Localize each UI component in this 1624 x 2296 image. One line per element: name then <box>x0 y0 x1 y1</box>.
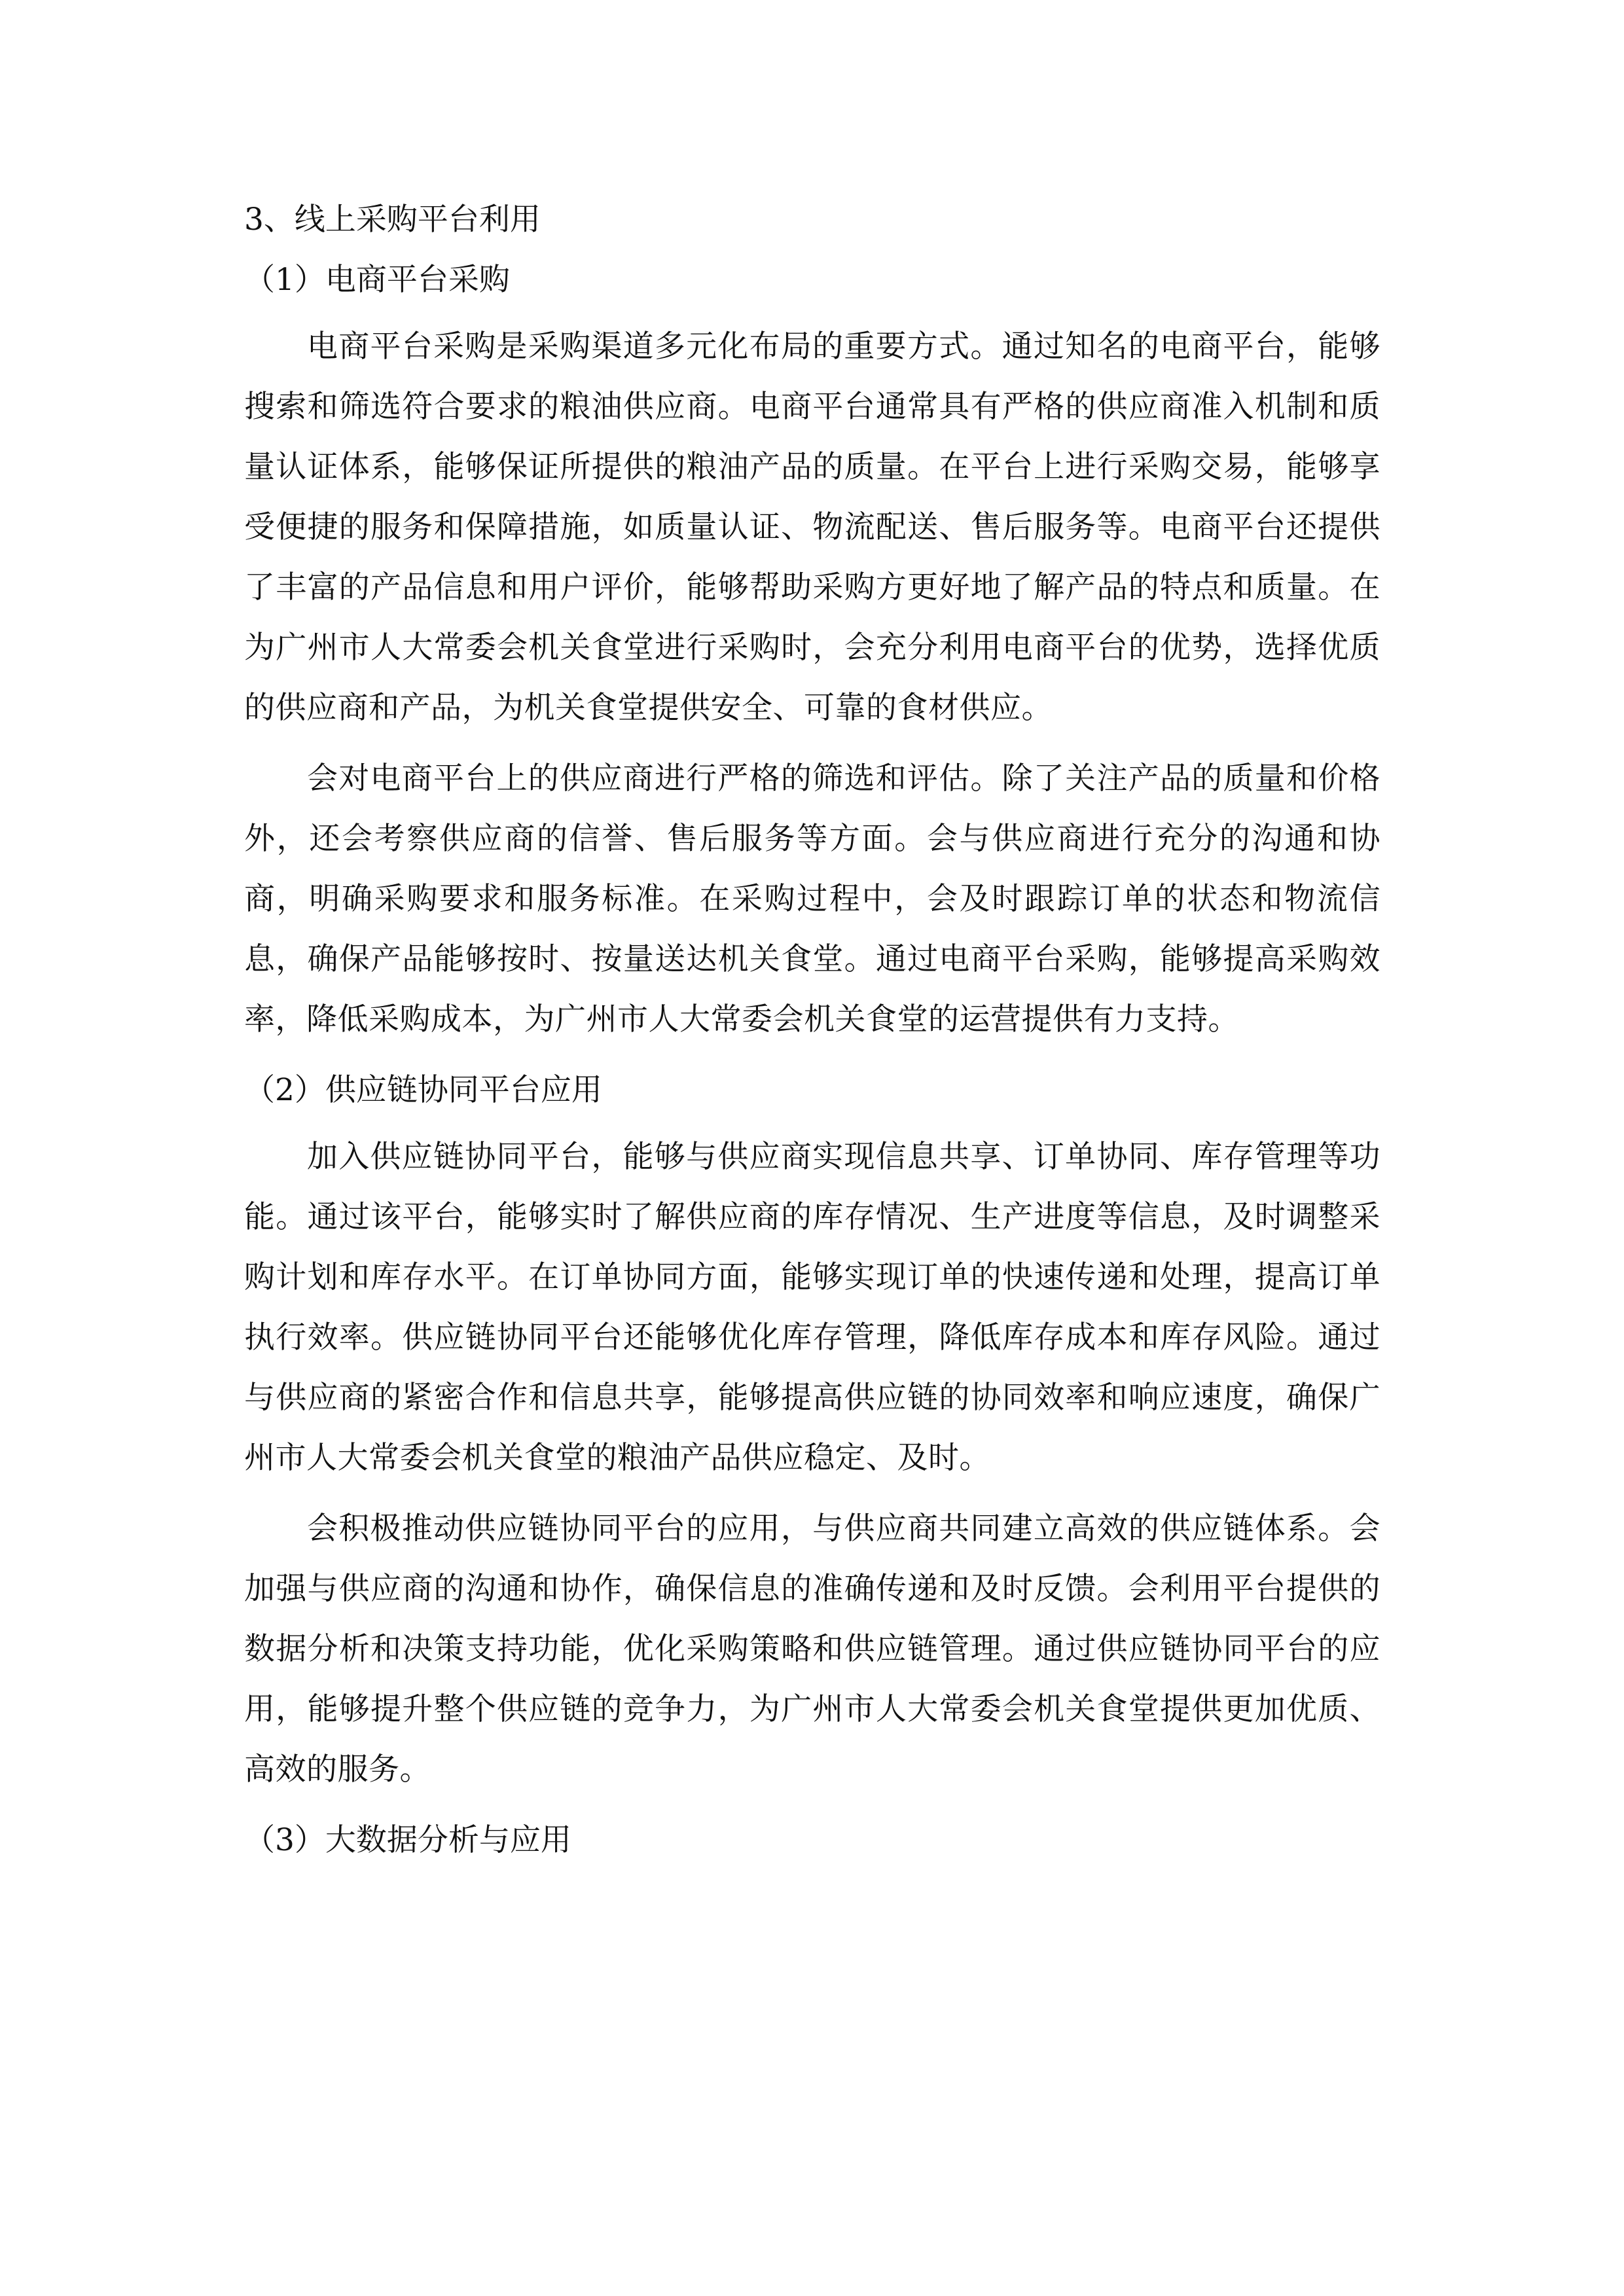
document-body <box>244 190 1380 1877</box>
subsection-title-ecommerce: （1）电商平台采购 <box>244 262 510 298</box>
paragraph: 加入供应链协同平台，能够与供应商实现信息共享、订单协同、库存管理等功能。通过该平台，能够实时了解供应商的库存情况、生产进度等信息，及时调整采购计划和库存水平。在订单协同方面，能够实现订单的快速传递和处理，提高订单执行效率。供应链协同平台还能够优化库存管理，降低库存成本和库存风险。通过与供应商的紧密合作和信息共享，能够提高供应链的协同效率和响应速度，确保广州市人大常委会机关食堂的粮油产品供应稳定、及时。 <box>244 1139 1380 1476</box>
paragraph: 电商平台采购是采购渠道多元化布局的重要方式。通过知名的电商平台，能够搜索和筛选符合要求的粮油供应商。电商平台通常具有严格的供应商准入机制和质量认证体系，能够保证所提供的粮油产品的质量。在平台上进行采购交易，能够享受便捷的服务和保障措施，如质量认证、物流配送、售后服务等。电商平台还提供了丰富的产品信息和用户评价，能够帮助采购方更好地了解产品的特点和质量。在为广州市人大常委会机关食堂进行采购时，会充分利用电商平台的优势，选择优质的供应商和产品，为机关食堂提供安全、可靠的食材供应。 <box>244 329 1380 726</box>
paragraph: 会对电商平台上的供应商进行严格的筛选和评估。除了关注产品的质量和价格外，还会考察供应商的信誉、售后服务等方面。会与供应商进行充分的沟通和协商，明确采购要求和服务标准。在采购过程中，会及时跟踪订单的状态和物流信息，确保产品能够按时、按量送达机关食堂。通过电商平台采购，能够提高采购效率，降低采购成本，为广州市人大常委会机关食堂的运营提供有力支持。 <box>244 761 1380 1037</box>
section-title: 3、线上采购平台利用 <box>244 202 541 238</box>
subsection-title-supply-chain: （2）供应链协同平台应用 <box>244 1072 602 1108</box>
paragraph: 会积极推动供应链协同平台的应用，与供应商共同建立高效的供应链体系。会加强与供应商的沟通和协作，确保信息的准确传递和及时反馈。会利用平台提供的数据分析和决策支持功能，优化采购策略和供应链管理。通过供应链协同平台的应用，能够提升整个供应链的竞争力，为广州市人大常委会机关食堂提供更加优质、高效的服务。 <box>244 1511 1380 1787</box>
subsection-title-big-data: （3）大数据分析与应用 <box>244 1822 571 1858</box>
